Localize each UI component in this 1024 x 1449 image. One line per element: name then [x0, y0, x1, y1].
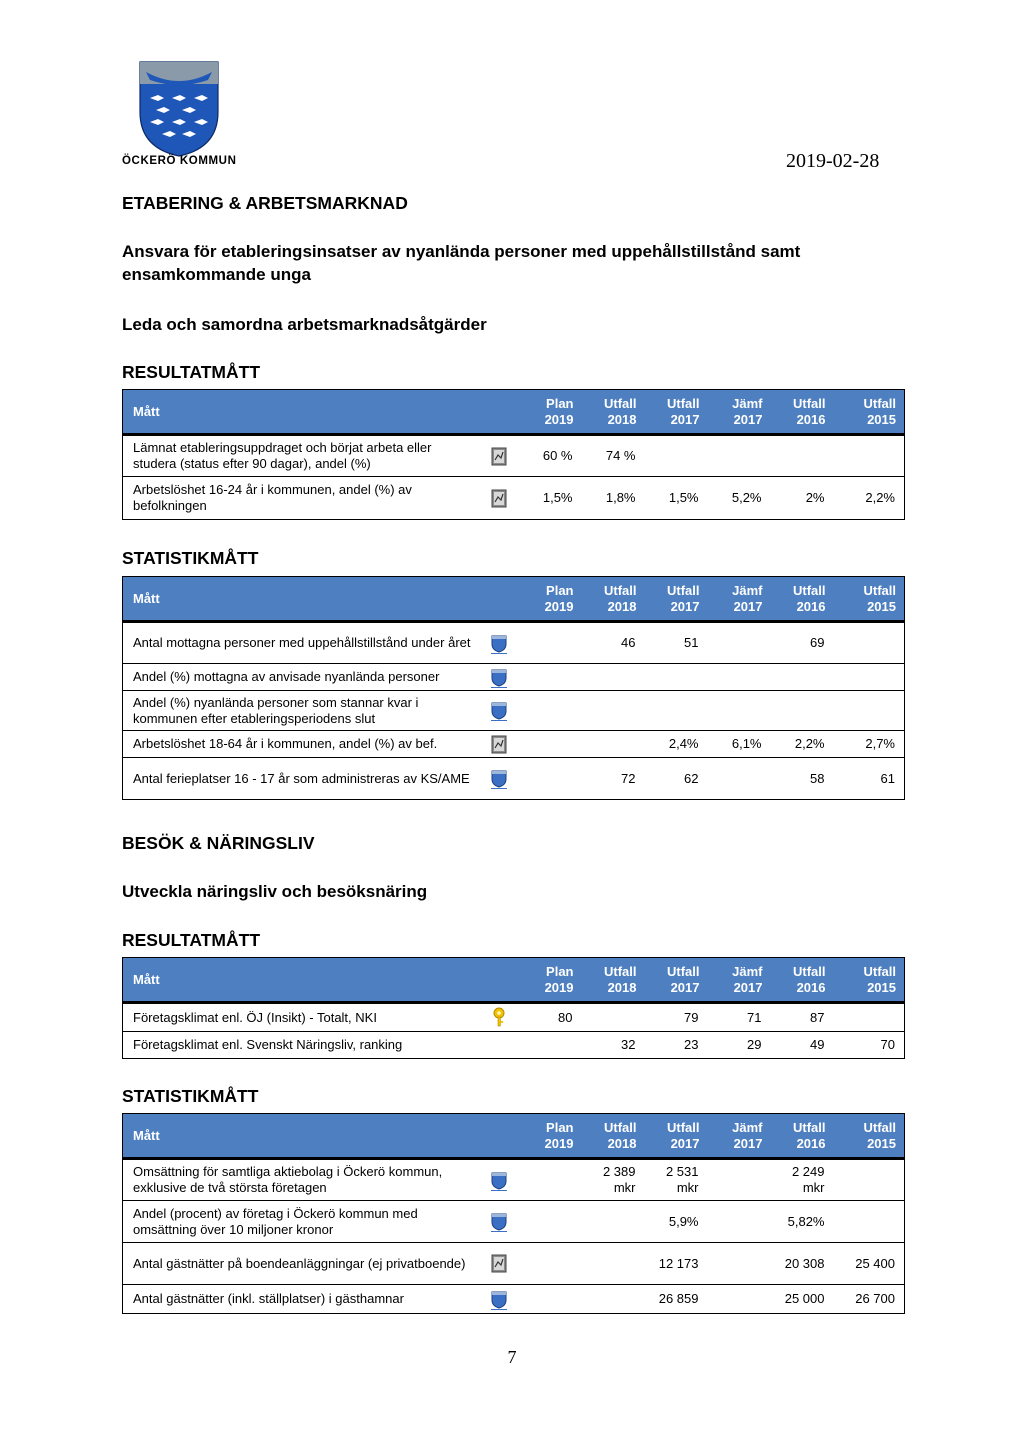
- table-cell: 12 173: [645, 1243, 708, 1285]
- table-row: [123, 664, 905, 691]
- column-header-utfall-2015: Utfall 2015: [834, 958, 905, 1003]
- blue-trend-icon: [479, 691, 519, 731]
- table-row: [123, 1285, 905, 1314]
- table-cell: 25 000: [771, 1285, 834, 1314]
- table-cell: [834, 1201, 905, 1243]
- table-cell: [582, 664, 645, 691]
- table-cell: [582, 731, 645, 758]
- column-header-utfall-2017: Utfall 2017: [645, 958, 708, 1003]
- table-cell: 71: [708, 1003, 771, 1032]
- table-cell: 2 249 mkr: [771, 1159, 834, 1201]
- table-cell: [582, 1003, 645, 1032]
- table-cell: [771, 691, 834, 731]
- table-row: [123, 435, 905, 477]
- table-cell: [519, 664, 582, 691]
- goal-heading: Utveckla näringsliv och besöksnäring: [122, 882, 428, 901]
- table-cell: 49: [771, 1032, 834, 1059]
- table-cell: 69: [771, 622, 834, 664]
- table-cell: 26 700: [834, 1285, 905, 1314]
- column-header-utfall-2015: Utfall 2015: [834, 390, 905, 435]
- table-cell: [708, 1285, 771, 1314]
- column-header-utfall-2016: Utfall 2016: [771, 1114, 834, 1159]
- table-cell: 58: [771, 758, 834, 800]
- grey-trend-icon: [479, 731, 519, 758]
- table-cell: [519, 731, 582, 758]
- table-cell: 2 389 mkr: [582, 1159, 645, 1201]
- measure-name: Antal ferieplatser 16 - 17 år som administreras av KS/AME: [123, 758, 479, 800]
- table-cell: 46: [582, 622, 645, 664]
- table-cell: [645, 691, 708, 731]
- column-header-utfall-2018: Utfall 2018: [582, 390, 645, 435]
- table-cell: [834, 435, 905, 477]
- table-cell: 25 400: [834, 1243, 905, 1285]
- column-header-utfall-2018: Utfall 2018: [582, 577, 645, 622]
- column-header-utfall-2016: Utfall 2016: [771, 390, 834, 435]
- table-row: [123, 691, 905, 731]
- table-cell: [708, 691, 771, 731]
- measure-name: Företagsklimat enl. ÖJ (Insikt) - Totalt, NKI: [123, 1003, 479, 1032]
- table-cell: [645, 664, 708, 691]
- page-number: 7: [507, 1347, 517, 1367]
- column-header-utfall-2015: Utfall 2015: [834, 577, 905, 622]
- table-cell: [771, 664, 834, 691]
- blue-trend-icon: [479, 1159, 519, 1201]
- table-cell: 1,5%: [645, 477, 708, 520]
- column-header-plan-2019: Plan 2019: [519, 958, 582, 1003]
- section-title: ETABERING & ARBETSMARKNAD: [122, 193, 408, 213]
- table-cell: [582, 1201, 645, 1243]
- blue-trend-icon: [479, 1201, 519, 1243]
- table-cell: 2,2%: [834, 477, 905, 520]
- table-cell: 60 %: [519, 435, 582, 477]
- table-cell: 23: [645, 1032, 708, 1059]
- section-title: BESÖK & NÄRINGSLIV: [122, 833, 315, 853]
- table-cell: [708, 1201, 771, 1243]
- table-cell: [708, 664, 771, 691]
- table-row: [123, 477, 905, 520]
- header-matt: Mått: [123, 958, 479, 1003]
- column-header-utfall-2015: Utfall 2015: [834, 1114, 905, 1159]
- blue-trend-icon: [479, 622, 519, 664]
- statistics-measures-heading: STATISTIKMÅTT: [122, 1086, 259, 1106]
- header-matt: Mått: [123, 390, 479, 435]
- table-cell: [519, 1159, 582, 1201]
- table-cell: 72: [582, 758, 645, 800]
- column-header-plan-2019: Plan 2019: [519, 577, 582, 622]
- table-cell: 74 %: [582, 435, 645, 477]
- header-icon-col: [479, 390, 519, 435]
- table-cell: [771, 435, 834, 477]
- result-measures-table: [122, 957, 905, 1059]
- table-cell: [519, 1032, 582, 1059]
- column-header-utfall-2018: Utfall 2018: [582, 1114, 645, 1159]
- table-cell: 5,82%: [771, 1201, 834, 1243]
- column-header-utfall-2017: Utfall 2017: [645, 1114, 708, 1159]
- empty-icon-cell: [479, 1032, 519, 1059]
- measure-name: Andel (procent) av företag i Öckerö kommun med omsättning över 10 miljoner kronor: [123, 1201, 479, 1243]
- result-measures-heading: RESULTATMÅTT: [122, 362, 261, 382]
- measure-name: Omsättning för samtliga aktiebolag i Öckerö kommun, exklusive de två största företagen: [123, 1159, 479, 1201]
- table-row: [123, 1243, 905, 1285]
- table-cell: [834, 1003, 905, 1032]
- table-cell: [519, 1201, 582, 1243]
- table-cell: [708, 435, 771, 477]
- grey-trend-icon: [479, 1243, 519, 1285]
- result-measures-heading: RESULTATMÅTT: [122, 930, 261, 950]
- column-header-jämf-2017: Jämf 2017: [708, 390, 771, 435]
- table-cell: [519, 691, 582, 731]
- document-date: 2019-02-28: [786, 150, 880, 172]
- table-cell: [834, 622, 905, 664]
- yellow-key-icon: [479, 1003, 519, 1032]
- measure-name: Lämnat etableringsuppdraget och börjat arbeta eller studera (status efter 90 dagar), andel (%): [123, 435, 479, 477]
- measure-name: Antal gästnätter på boendeanläggningar (ej privatboende): [123, 1243, 479, 1285]
- table-cell: 79: [645, 1003, 708, 1032]
- measure-name: Antal gästnätter (inkl. ställplatser) i gästhamnar: [123, 1285, 479, 1314]
- statistics-measures-heading: STATISTIKMÅTT: [122, 548, 259, 568]
- column-header-utfall-2017: Utfall 2017: [645, 577, 708, 622]
- table-row: [123, 1159, 905, 1201]
- ockero-coat-of-arms-logo: [138, 60, 220, 158]
- column-header-jämf-2017: Jämf 2017: [708, 958, 771, 1003]
- table-cell: 29: [708, 1032, 771, 1059]
- org-name: ÖCKERÖ KOMMUN: [122, 155, 237, 167]
- table-cell: [708, 758, 771, 800]
- table-cell: 1,5%: [519, 477, 582, 520]
- table-row: [123, 1003, 905, 1032]
- blue-trend-icon: [479, 1285, 519, 1314]
- blue-trend-icon: [479, 664, 519, 691]
- table-cell: 2,4%: [645, 731, 708, 758]
- subgoal-heading: Leda och samordna arbetsmarknadsåtgärder: [122, 315, 487, 334]
- table-cell: [708, 1159, 771, 1201]
- table-cell: [582, 1243, 645, 1285]
- table-cell: [519, 758, 582, 800]
- blue-trend-icon: [479, 758, 519, 800]
- result-measures-table: [122, 389, 905, 520]
- column-header-plan-2019: Plan 2019: [519, 1114, 582, 1159]
- table-cell: 26 859: [645, 1285, 708, 1314]
- table-row: [123, 758, 905, 800]
- column-header-jämf-2017: Jämf 2017: [708, 1114, 771, 1159]
- table-cell: [708, 1243, 771, 1285]
- measure-name: Andel (%) nyanlända personer som stannar kvar i kommunen efter etableringsperiodens slut: [123, 691, 479, 731]
- column-header-utfall-2016: Utfall 2016: [771, 577, 834, 622]
- grey-trend-icon: [479, 435, 519, 477]
- table-cell: 80: [519, 1003, 582, 1032]
- measure-name: Arbetslöshet 16-24 år i kommunen, andel (%) av befolkningen: [123, 477, 479, 520]
- table-row: [123, 731, 905, 758]
- header-icon-col: [479, 1114, 519, 1159]
- table-row: [123, 622, 905, 664]
- header-matt: Mått: [123, 1114, 479, 1159]
- table-cell: 62: [645, 758, 708, 800]
- column-header-utfall-2017: Utfall 2017: [645, 390, 708, 435]
- goal-heading: Ansvara för etableringsinsatser av nyanlända personer med uppehållstillstånd samt ensamkommande unga: [122, 242, 801, 284]
- table-cell: 61: [834, 758, 905, 800]
- table-cell: 5,9%: [645, 1201, 708, 1243]
- table-cell: [519, 1285, 582, 1314]
- table-cell: 20 308: [771, 1243, 834, 1285]
- table-cell: [582, 1285, 645, 1314]
- table-cell: [834, 1159, 905, 1201]
- table-cell: [834, 664, 905, 691]
- table-cell: [834, 691, 905, 731]
- grey-trend-icon: [479, 477, 519, 520]
- table-cell: 2,7%: [834, 731, 905, 758]
- table-row: [123, 1201, 905, 1243]
- statistics-measures-table: [122, 576, 905, 800]
- table-cell: 2%: [771, 477, 834, 520]
- column-header-utfall-2018: Utfall 2018: [582, 958, 645, 1003]
- header-icon-col: [479, 577, 519, 622]
- column-header-utfall-2016: Utfall 2016: [771, 958, 834, 1003]
- table-cell: 70: [834, 1032, 905, 1059]
- measure-name: Andel (%) mottagna av anvisade nyanlända personer: [123, 664, 479, 691]
- table-cell: [582, 691, 645, 731]
- table-cell: 2 531 mkr: [645, 1159, 708, 1201]
- measure-name: Företagsklimat enl. Svenskt Näringsliv, ranking: [123, 1032, 479, 1059]
- table-cell: [645, 435, 708, 477]
- table-row: [123, 1032, 905, 1059]
- table-cell: 32: [582, 1032, 645, 1059]
- table-cell: [519, 622, 582, 664]
- table-cell: 51: [645, 622, 708, 664]
- table-cell: 1,8%: [582, 477, 645, 520]
- table-cell: 87: [771, 1003, 834, 1032]
- header-matt: Mått: [123, 577, 479, 622]
- statistics-measures-table: [122, 1113, 905, 1314]
- table-cell: [708, 622, 771, 664]
- measure-name: Antal mottagna personer med uppehållstillstånd under året: [123, 622, 479, 664]
- header-icon-col: [479, 958, 519, 1003]
- table-cell: 6,1%: [708, 731, 771, 758]
- measure-name: Arbetslöshet 18-64 år i kommunen, andel (%) av bef.: [123, 731, 479, 758]
- table-cell: 5,2%: [708, 477, 771, 520]
- column-header-jämf-2017: Jämf 2017: [708, 577, 771, 622]
- column-header-plan-2019: Plan 2019: [519, 390, 582, 435]
- table-cell: [519, 1243, 582, 1285]
- table-cell: 2,2%: [771, 731, 834, 758]
